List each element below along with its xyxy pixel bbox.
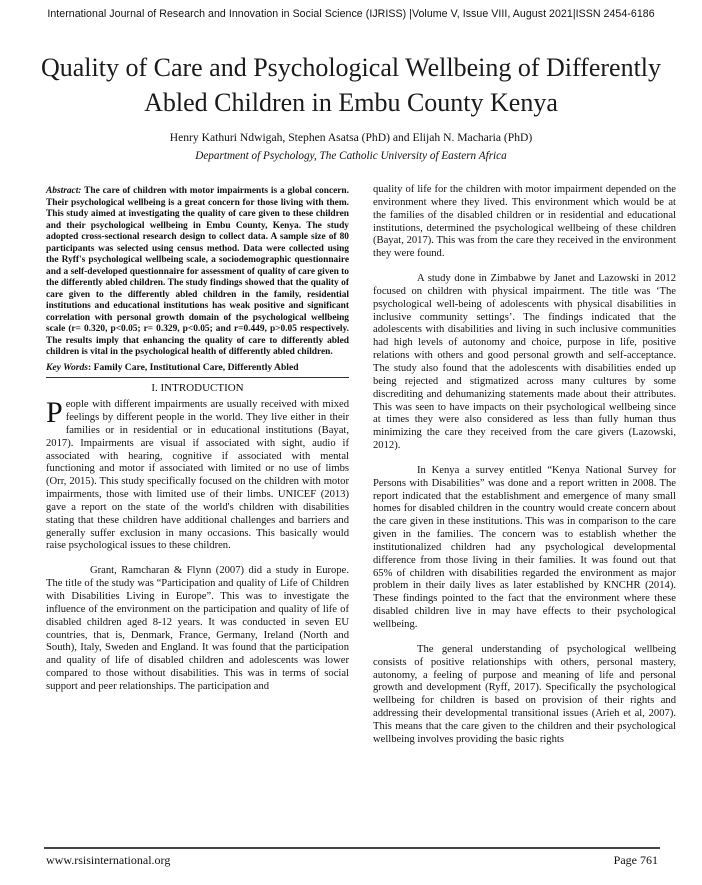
intro-paragraph-6: The general understanding of psychological wellbeing consists of positive relationships with others, personal mastery, autonomy, a feeling of purpose and meaning of life and personal growth and development (Ryff, 2017). Specifically the psychological wellbeing for children is based on provision of their rights and addressing their developmental transitional issues (Arieh et al, 2007). This means that the care given to the children and their psychological wellbeing involves providing the basic rights: [373, 643, 676, 745]
intro-paragraph-3: quality of life for the children with motor impairment depended on the environment where they lived. This environment which would be at the families of the disabled children or in residential and educational institutions, determined the psychological wellbeing of these children (Bayat, 2017). This was from the care they received in the environment they were found.: [373, 184, 676, 260]
footer-website: www.rsisinternational.org: [46, 853, 171, 867]
abstract-label: Abstract:: [46, 186, 82, 196]
intro-paragraph-1: [46, 396, 349, 553]
keywords: [46, 362, 349, 379]
paper-title: Quality of Care and Psychological Wellbeing of Differently Abled Children in Embu County Kenya: [40, 53, 662, 117]
keywords-label: Key Words: [46, 361, 89, 373]
intro-paragraph-4: A study done in Zimbabwe by Janet and Lazowski in 2012 focused on children with physical impairment. The title was ‘The psychological well-being of adolescents with physical disabilities in inclusive community settings’. The findings indicated that the adolescents with disabilities and living in such inclusive communities had high levels of autonomy and choice, purpose in life, positive relations with others and good personal growth and self-acceptance. The study also found that the adolescents with disabilities ended up being rejected and stigmatized across many cultures by some discrediting and dehumanizing statements made about their attributes. This was seen to have impacts on their psychological wellbeing since at times they were also considered as less than fully human thus minimizing the care they received from the care givers (Lazowski, 2012).: [373, 273, 676, 452]
journal-header: International Journal of Research and Innovation in Social Science (IJRISS) |Volume V, Issue VIII, August 2021|ISSN 2454-6186: [47, 8, 655, 20]
authors: Henry Kathuri Ndwigah, Stephen Asatsa (PhD) and Elijah N. Macharia (PhD): [169, 131, 533, 144]
footer-page-number: Page 761: [613, 853, 658, 867]
intro-paragraph-1-text: eople with different impairments are usually received with mixed feelings by different people in the world. They live either in their families or in residential or in educational institutions (Bayat, 2017). Impairments are visual if associated with sight, audio if associated with hearing, cognitive if associated with mental functioning and motor if associated with limited or no use of limbs (Orr, 2015). This study specifically focused on the children with motor impairments, those with limited use of their limbs. UNICEF (2013) gave a report on the state of the world's children with disabilities stating that these children have additional challenges and barriers and generally suffer exclusion in many occasions. This basically would raise psychological issues to these children.: [46, 399, 349, 552]
intro-paragraph-2: Grant, Ramcharan & Flynn (2007) did a study in Europe. The title of the study was “Participation and quality of Life of Children with Disabilities Living in Europe”. This was to investigate the influence of the environment on the participation and quality of life of disabled children aged 8-12 years. It was conducted in seven EU countries, that is, Denmark, France, Germany, Ireland (North and South), Italy, Sweden and England. It was found that the participation and quality of life of disabled children and adolescents was lower compared to those without disabilities. This was in terms of social support and peer relationships. The participation and: [46, 565, 349, 692]
keywords-text: : Family Care, Institutional Care, Differently Abled: [88, 361, 299, 373]
abstract: [46, 186, 349, 359]
abstract-text: The care of children with motor impairments is a global concern. Their psychological wellbeing is a great concern for those living with them. This study aimed at investigating the quality of care given to these children and their psychological wellbeing in Embu County, Kenya. The study adopted cross-sectional research design to collect data. A sample size of 80 participants was selected using census method. Data were collected using the Ryff's psychological wellbeing scale, a sociodemographic questionnaire and a self-developed questionnaire for assessment of quality of care given to the differently abled children. The study findings showed that the quality of care given to the differently abled children in the family, residential institutions and educational institutions has weak positive and significant correlation with personal growth domain of the psychological wellbeing scale (r= 0.320, p<0.05; r= 0.329, p<0.05; and r=0.449, p>0.05 respectively. The results imply that enhancing the quality of care to differently abled children is vital in the psychological health of differently abled children.: [46, 186, 349, 357]
right-column: [373, 184, 676, 747]
section-heading: I. INTRODUCTION: [151, 382, 244, 395]
affiliation: Department of Psychology, The Catholic University of Eastern Africa: [195, 150, 507, 162]
drop-cap: P: [46, 396, 63, 430]
left-column: [46, 186, 349, 694]
footer-divider: [44, 847, 660, 849]
intro-paragraph-5: In Kenya a survey entitled “Kenya National Survey for Persons with Disabilities” was done and a report written in 2008. The report indicated that the establishment and emergence of many small homes for disabled children in the country would create concern about the care given in these institutions. This was in comparison to the care given in the families. The concern was to establish whether the institutionalized children had any psychological developmental difference from those living in their families. It was found out that 65% of children with disabilities regarded the environment as major problem in their daily lives as later established by KNCHR (2014). These findings pointed to the fact that the environment where these disabled children live in may have effects to their psychological wellbeing.: [373, 464, 676, 630]
